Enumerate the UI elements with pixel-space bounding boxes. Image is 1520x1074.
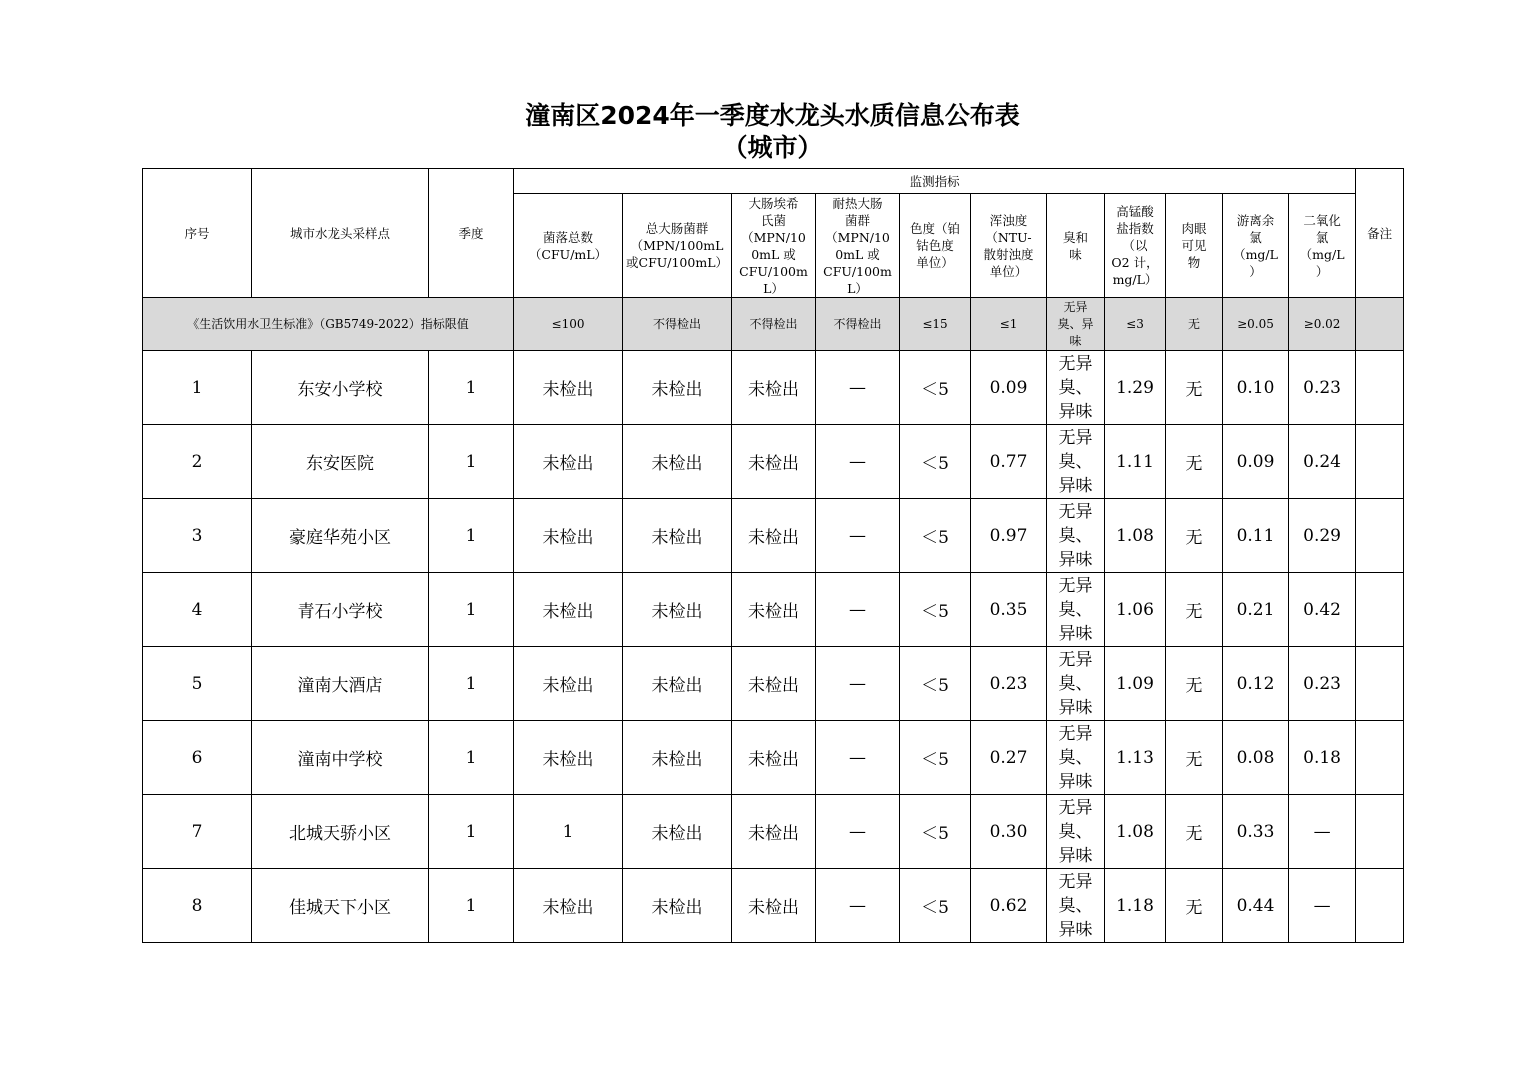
water-quality-table [142,168,1404,943]
cell-colony-count: 未检出 [514,351,623,425]
cell-chlorine-dioxide: 0.18 [1289,721,1356,795]
cell-free-chlorine: 0.08 [1223,721,1289,795]
cell-quarter: 1 [429,499,514,573]
cell-colony-count: 未检出 [514,425,623,499]
cell-odor: 无异 臭、 异味 [1047,647,1105,721]
cell-colony-count: 未检出 [514,573,623,647]
cell-quarter: 1 [429,647,514,721]
cell-turbidity: 0.09 [971,351,1047,425]
header-seq: 序号 [143,169,252,298]
cell-odor: 无异 臭、 异味 [1047,869,1105,943]
header-odor: 臭和 味 [1047,194,1105,298]
standard-value: ≤3 [1105,298,1166,351]
cell-visible-matter: 无 [1166,795,1223,869]
cell-remark [1356,647,1404,721]
table-row [143,573,1404,647]
header-permanganate: 高锰酸 盐指数 （以 O2 计， mg/L） [1105,194,1166,298]
cell-site: 佳城天下小区 [252,869,429,943]
cell-free-chlorine: 0.21 [1223,573,1289,647]
cell-odor: 无异 臭、 异味 [1047,795,1105,869]
header-quarter: 季度 [429,169,514,298]
cell-total-coliforms: 未检出 [623,425,732,499]
cell-quarter: 1 [429,795,514,869]
cell-seq: 7 [143,795,252,869]
cell-chlorine-dioxide: 0.23 [1289,351,1356,425]
standard-value: 不得检出 [623,298,732,351]
cell-seq: 1 [143,351,252,425]
cell-chlorine-dioxide: — [1289,869,1356,943]
cell-quarter: 1 [429,425,514,499]
standard-value: ≤1 [971,298,1047,351]
cell-turbidity: 0.77 [971,425,1047,499]
cell-remark [1356,869,1404,943]
header-color: 色度（铂 钴色度 单位） [900,194,971,298]
table-row [143,869,1404,943]
cell-permanganate: 1.08 [1105,795,1166,869]
cell-visible-matter: 无 [1166,869,1223,943]
cell-e-coli: 未检出 [732,869,816,943]
cell-e-coli: 未检出 [732,573,816,647]
cell-total-coliforms: 未检出 [623,573,732,647]
header-free-chlorine: 游离余 氯 （mg/L ） [1223,194,1289,298]
cell-odor: 无异 臭、 异味 [1047,425,1105,499]
cell-turbidity: 0.97 [971,499,1047,573]
header-chlorine-dioxide: 二氧化 氯 （mg/L ） [1289,194,1356,298]
cell-free-chlorine: 0.33 [1223,795,1289,869]
cell-permanganate: 1.11 [1105,425,1166,499]
cell-odor: 无异 臭、 异味 [1047,499,1105,573]
cell-thermotolerant-coliforms: — [816,869,900,943]
cell-color: ＜5 [900,573,971,647]
cell-remark [1356,721,1404,795]
header-indicators-group: 监测指标 [514,169,1356,194]
page-subtitle: （城市） [722,133,823,162]
cell-site: 东安小学校 [252,351,429,425]
cell-turbidity: 0.62 [971,869,1047,943]
cell-permanganate: 1.06 [1105,573,1166,647]
cell-remark [1356,425,1404,499]
cell-free-chlorine: 0.12 [1223,647,1289,721]
cell-free-chlorine: 0.10 [1223,351,1289,425]
cell-seq: 6 [143,721,252,795]
cell-seq: 4 [143,573,252,647]
header-e-coli: 大肠埃希 氏菌 （MPN/10 0mL 或 CFU/100m L） [732,194,816,298]
cell-seq: 2 [143,425,252,499]
standard-value: 无 [1166,298,1223,351]
cell-turbidity: 0.27 [971,721,1047,795]
table-row [143,499,1404,573]
cell-seq: 5 [143,647,252,721]
cell-color: ＜5 [900,721,971,795]
cell-chlorine-dioxide: 0.23 [1289,647,1356,721]
cell-site: 青石小学校 [252,573,429,647]
cell-total-coliforms: 未检出 [623,721,732,795]
cell-e-coli: 未检出 [732,795,816,869]
header-colony-count: 菌落总数 （CFU/mL） [514,194,623,298]
cell-permanganate: 1.13 [1105,721,1166,795]
cell-thermotolerant-coliforms: — [816,721,900,795]
cell-e-coli: 未检出 [732,351,816,425]
cell-remark [1356,351,1404,425]
cell-total-coliforms: 未检出 [623,795,732,869]
cell-free-chlorine: 0.44 [1223,869,1289,943]
cell-thermotolerant-coliforms: — [816,499,900,573]
cell-site: 北城天骄小区 [252,795,429,869]
standard-label: 《生活饮用水卫生标准》（GB5749-2022）指标限值 [143,298,514,351]
cell-color: ＜5 [900,425,971,499]
cell-turbidity: 0.30 [971,795,1047,869]
header-visible-matter: 肉眼 可见 物 [1166,194,1223,298]
cell-thermotolerant-coliforms: — [816,573,900,647]
table-row [143,795,1404,869]
table-row [143,721,1404,795]
cell-quarter: 1 [429,721,514,795]
cell-e-coli: 未检出 [732,425,816,499]
header-total-coliforms: 总大肠菌群 （MPN/100mL 或CFU/100mL） [623,194,732,298]
cell-e-coli: 未检出 [732,647,816,721]
cell-seq: 3 [143,499,252,573]
cell-quarter: 1 [429,351,514,425]
cell-thermotolerant-coliforms: — [816,795,900,869]
header-thermotolerant-coliforms: 耐热大肠 菌群 （MPN/10 0mL 或 CFU/100m L） [816,194,900,298]
cell-e-coli: 未检出 [732,721,816,795]
cell-site: 东安医院 [252,425,429,499]
cell-thermotolerant-coliforms: — [816,425,900,499]
cell-color: ＜5 [900,869,971,943]
cell-colony-count: 未检出 [514,721,623,795]
header-remark: 备注 [1356,169,1404,298]
page-title: 潼南区2024年一季度水龙头水质信息公布表 [525,101,1020,130]
cell-color: ＜5 [900,499,971,573]
cell-colony-count: 未检出 [514,869,623,943]
cell-visible-matter: 无 [1166,647,1223,721]
cell-thermotolerant-coliforms: — [816,351,900,425]
cell-odor: 无异 臭、 异味 [1047,573,1105,647]
cell-chlorine-dioxide: 0.42 [1289,573,1356,647]
cell-color: ＜5 [900,795,971,869]
cell-permanganate: 1.29 [1105,351,1166,425]
standard-value: ≤100 [514,298,623,351]
title-block [0,100,1520,164]
cell-e-coli: 未检出 [732,499,816,573]
cell-remark [1356,499,1404,573]
cell-color: ＜5 [900,351,971,425]
table-row [143,647,1404,721]
standard-row [143,298,1404,351]
cell-chlorine-dioxide: 0.29 [1289,499,1356,573]
standard-value: ≥0.05 [1223,298,1289,351]
cell-total-coliforms: 未检出 [623,499,732,573]
cell-free-chlorine: 0.09 [1223,425,1289,499]
cell-colony-count: 1 [514,795,623,869]
cell-remark [1356,795,1404,869]
standard-remark [1356,298,1404,351]
header-turbidity: 浑浊度 （NTU- 散射浊度 单位） [971,194,1047,298]
header-site: 城市水龙头采样点 [252,169,429,298]
cell-colony-count: 未检出 [514,499,623,573]
cell-total-coliforms: 未检出 [623,647,732,721]
standard-value: ≥0.02 [1289,298,1356,351]
standard-value: 不得检出 [816,298,900,351]
cell-visible-matter: 无 [1166,573,1223,647]
cell-thermotolerant-coliforms: — [816,647,900,721]
cell-visible-matter: 无 [1166,351,1223,425]
standard-value-odor: 无异 臭、异 味 [1047,298,1105,351]
cell-permanganate: 1.09 [1105,647,1166,721]
cell-color: ＜5 [900,647,971,721]
cell-site: 豪庭华苑小区 [252,499,429,573]
cell-visible-matter: 无 [1166,499,1223,573]
cell-odor: 无异 臭、 异味 [1047,721,1105,795]
cell-visible-matter: 无 [1166,425,1223,499]
table-row [143,425,1404,499]
cell-site: 潼南中学校 [252,721,429,795]
cell-turbidity: 0.35 [971,573,1047,647]
cell-total-coliforms: 未检出 [623,869,732,943]
table-row [143,351,1404,425]
cell-turbidity: 0.23 [971,647,1047,721]
standard-value: 不得检出 [732,298,816,351]
cell-colony-count: 未检出 [514,647,623,721]
cell-site: 潼南大酒店 [252,647,429,721]
cell-permanganate: 1.18 [1105,869,1166,943]
cell-total-coliforms: 未检出 [623,351,732,425]
cell-permanganate: 1.08 [1105,499,1166,573]
cell-chlorine-dioxide: — [1289,795,1356,869]
cell-quarter: 1 [429,869,514,943]
cell-chlorine-dioxide: 0.24 [1289,425,1356,499]
cell-visible-matter: 无 [1166,721,1223,795]
standard-value: ≤15 [900,298,971,351]
cell-free-chlorine: 0.11 [1223,499,1289,573]
cell-odor: 无异 臭、 异味 [1047,351,1105,425]
cell-quarter: 1 [429,573,514,647]
cell-seq: 8 [143,869,252,943]
cell-remark [1356,573,1404,647]
